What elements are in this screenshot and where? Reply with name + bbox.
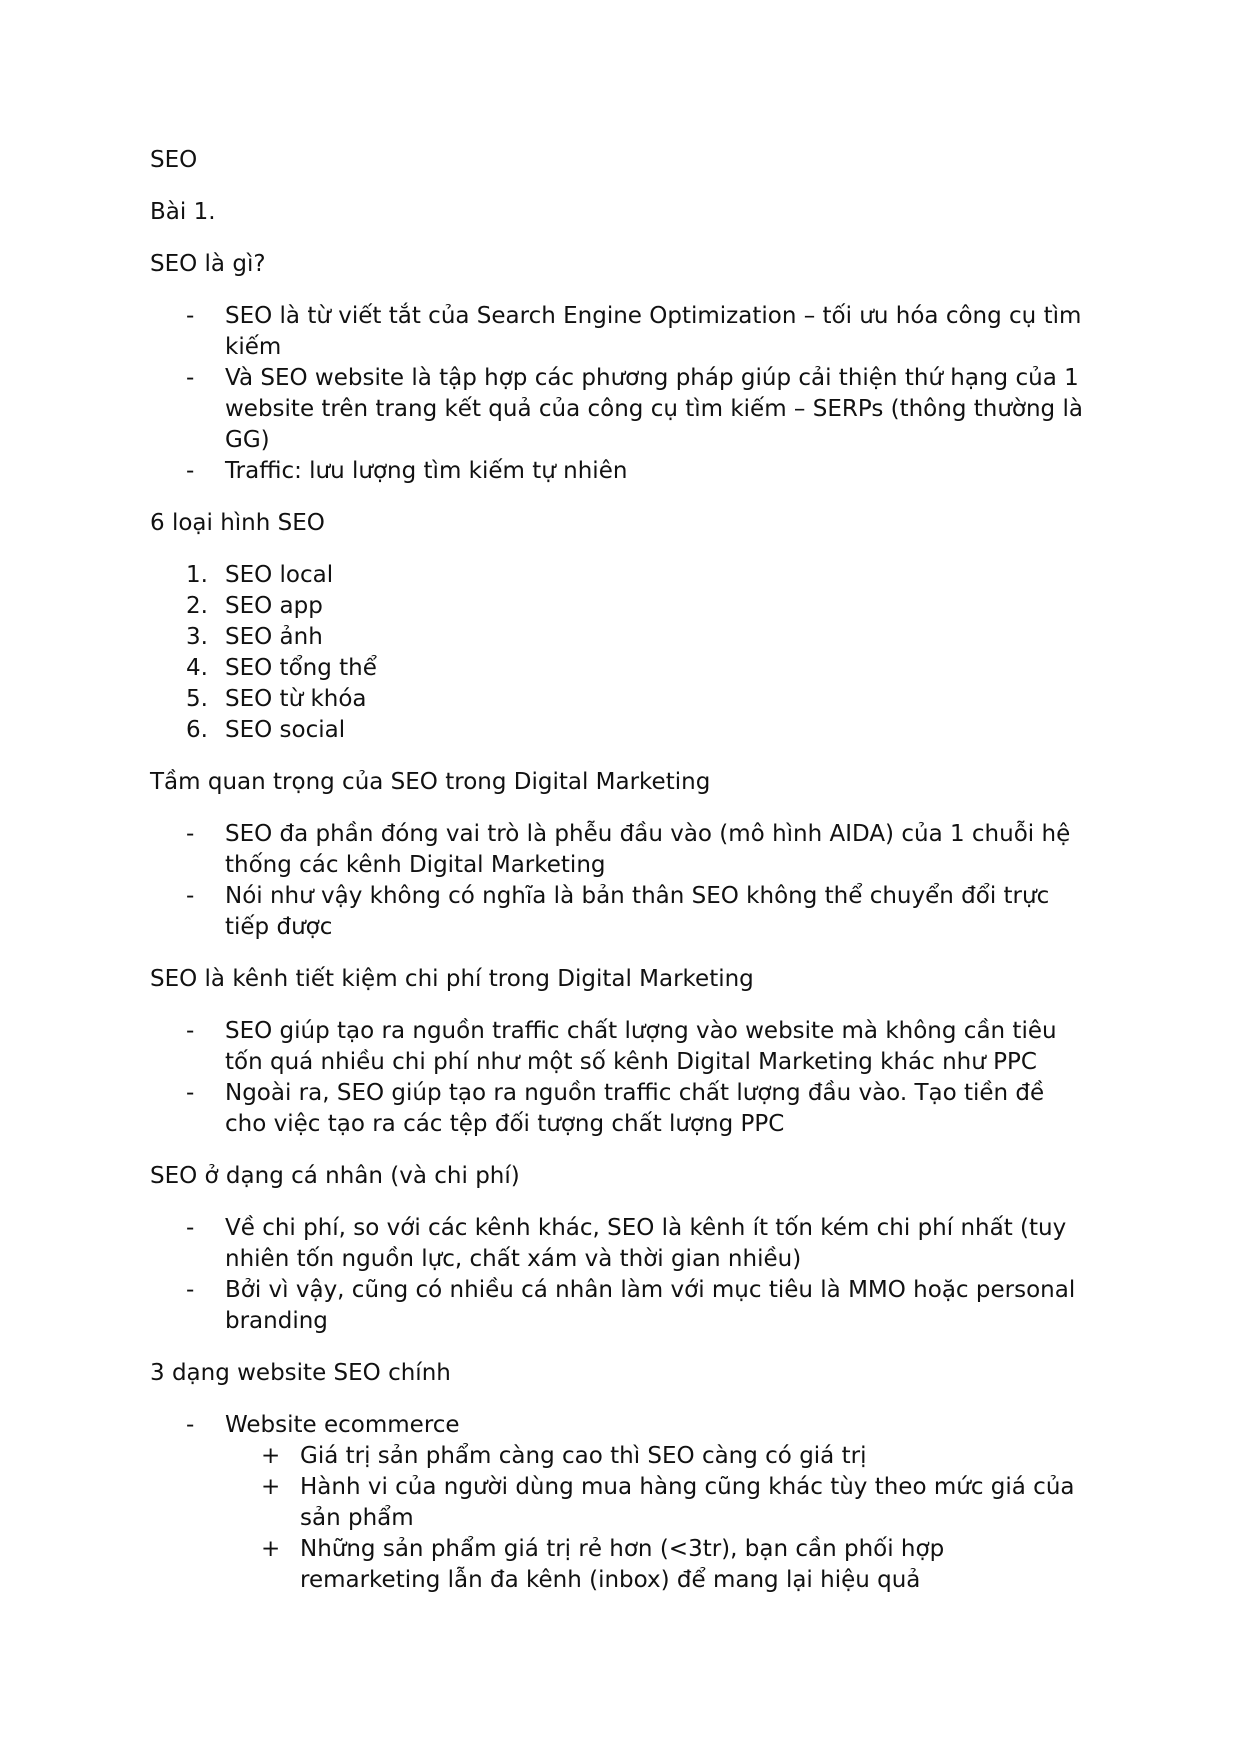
dash-marker: -: [186, 1215, 195, 1241]
plus-marker: +: [261, 1443, 281, 1469]
list-item: [150, 1410, 1090, 1596]
list-item: [150, 684, 1090, 715]
list-item-text: SEO đa phần đóng vai trò là phễu đầu vào (mô hình AIDA) của 1 chuỗi hệ thống các kênh Digital Marketing: [225, 821, 1071, 878]
bullet-list-cost: [150, 1016, 1090, 1140]
list-item-text: SEO social: [225, 717, 346, 743]
bullet-list-websites: [150, 1410, 1090, 1596]
sub-list-item-text: Hành vi của người dùng mua hàng cũng khác tùy theo mức giá của sản phẩm: [300, 1474, 1075, 1531]
section-heading-what: SEO là gì?: [150, 251, 266, 277]
section-heading-types: 6 loại hình SEO: [150, 510, 325, 536]
dash-marker: -: [186, 821, 195, 847]
sub-list-item: [225, 1441, 1090, 1472]
list-item: [150, 622, 1090, 653]
list-item: [150, 363, 1090, 456]
section-heading-websites: 3 dạng website SEO chính: [150, 1360, 451, 1386]
list-item: [150, 560, 1090, 591]
numbered-list-types: [150, 560, 1090, 746]
list-item: [150, 715, 1090, 746]
bullet-list-personal: [150, 1213, 1090, 1337]
list-item: [150, 653, 1090, 684]
dash-marker: -: [186, 1080, 195, 1106]
section-heading-importance: Tầm quan trọng của SEO trong Digital Marketing: [150, 769, 711, 795]
sub-list-item-text: Những sản phẩm giá trị rẻ hơn (<3tr), bạn cần phối hợp remarketing lẫn đa kênh (inbox) để mang lại hiệu quả: [300, 1536, 945, 1593]
list-item: [150, 591, 1090, 622]
list-item-text: SEO là từ viết tắt của Search Engine Optimization – tối ưu hóa công cụ tìm kiếm: [225, 303, 1082, 360]
plus-marker: +: [261, 1474, 281, 1500]
sub-list-ecommerce: [225, 1441, 1090, 1596]
list-item: [150, 301, 1090, 363]
sub-list-item: [225, 1534, 1090, 1596]
dash-marker: -: [186, 365, 195, 391]
number-marker: 3.: [186, 624, 208, 650]
dash-marker: -: [186, 458, 195, 484]
list-item-text: Website ecommerce: [225, 1412, 460, 1438]
dash-marker: -: [186, 303, 195, 329]
list-item-text: Ngoài ra, SEO giúp tạo ra nguồn traffic chất lượng đầu vào. Tạo tiền đề cho việc tạo ra các tệp đối tượng chất lượng PPC: [225, 1080, 1045, 1137]
list-item: [150, 1016, 1090, 1078]
plus-marker: +: [261, 1536, 281, 1562]
number-marker: 1.: [186, 562, 208, 588]
list-item-text: SEO tổng thể: [225, 655, 377, 681]
list-item-text: Và SEO website là tập hợp các phương pháp giúp cải thiện thứ hạng của 1 website trên trang kết quả của công cụ tìm kiếm – SERPs (thông thường là GG): [225, 365, 1083, 453]
list-item: [150, 1078, 1090, 1140]
list-item: [150, 881, 1090, 943]
dash-marker: -: [186, 1412, 195, 1438]
list-item: [150, 1213, 1090, 1275]
bullet-list-importance: [150, 819, 1090, 943]
list-item-text: SEO giúp tạo ra nguồn traffic chất lượng vào website mà không cần tiêu tốn quá nhiều chi phí như một số kênh Digital Marketing khác như PPC: [225, 1018, 1057, 1075]
list-item-text: SEO từ khóa: [225, 686, 367, 712]
dash-marker: -: [186, 883, 195, 909]
list-item-text: SEO local: [225, 562, 334, 588]
list-item-text: Về chi phí, so với các kênh khác, SEO là kênh ít tốn kém chi phí nhất (tuy nhiên tốn nguồn lực, chất xám và thời gian nhiều): [225, 1215, 1067, 1272]
list-item: [150, 819, 1090, 881]
section-heading-cost: SEO là kênh tiết kiệm chi phí trong Digital Marketing: [150, 966, 754, 992]
list-item-text: Bởi vì vậy, cũng có nhiều cá nhân làm với mục tiêu là MMO hoặc personal branding: [225, 1277, 1076, 1334]
number-marker: 6.: [186, 717, 208, 743]
list-item-text: Traffic: lưu lượng tìm kiếm tự nhiên: [225, 458, 628, 484]
lesson-heading: Bài 1.: [150, 199, 216, 225]
number-marker: 4.: [186, 655, 208, 681]
list-item: [150, 1275, 1090, 1337]
sub-list-item: [225, 1472, 1090, 1534]
number-marker: 5.: [186, 686, 208, 712]
document-title: SEO: [150, 147, 198, 173]
document-page: [150, 145, 1090, 1617]
number-marker: 2.: [186, 593, 208, 619]
list-item-text: SEO ảnh: [225, 624, 323, 650]
list-item: [150, 456, 1090, 487]
dash-marker: -: [186, 1277, 195, 1303]
list-item-text: Nói như vậy không có nghĩa là bản thân SEO không thể chuyển đổi trực tiếp được: [225, 883, 1050, 940]
list-item-text: SEO app: [225, 593, 323, 619]
section-heading-personal: SEO ở dạng cá nhân (và chi phí): [150, 1163, 520, 1189]
sub-list-item-text: Giá trị sản phẩm càng cao thì SEO càng có giá trị: [300, 1443, 867, 1469]
bullet-list-what: [150, 301, 1090, 487]
dash-marker: -: [186, 1018, 195, 1044]
